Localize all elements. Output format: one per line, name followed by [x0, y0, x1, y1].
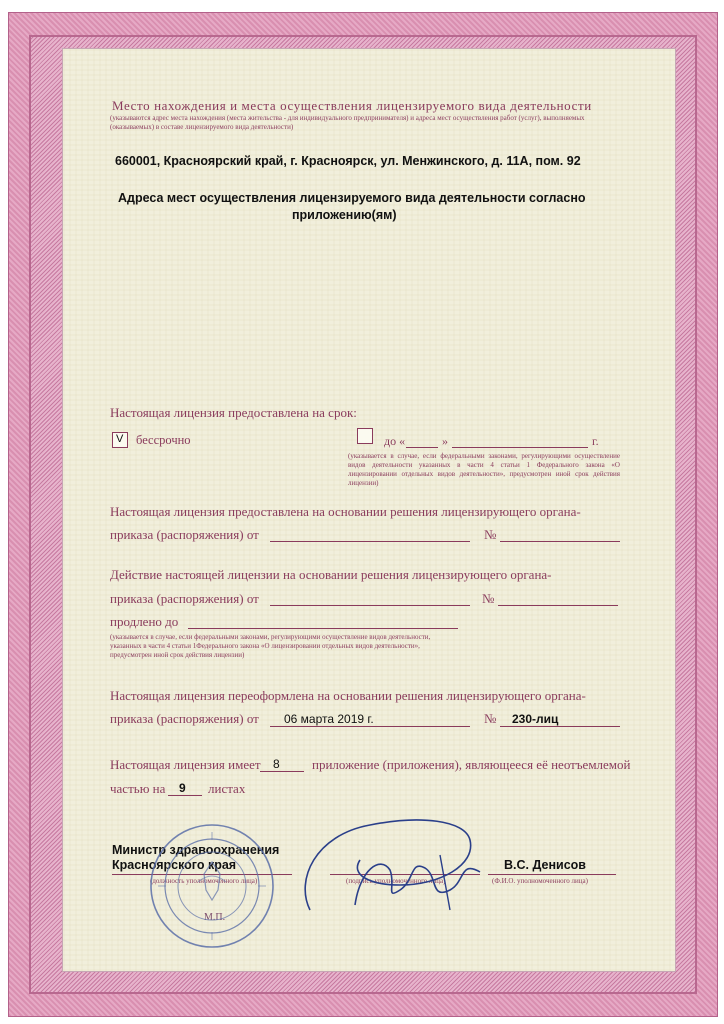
- basis-line1: Настоящая лицензия предоставлена на основании решения лицензирующего органа-: [110, 504, 581, 519]
- extension-line2: приказа (распоряжения) от: [110, 591, 259, 606]
- attachments-count: 8: [273, 757, 280, 771]
- attachments-sheets-line: [168, 795, 202, 796]
- term-note: (указывается в случае, если федеральными законами, регулирующими осуществление видов деятельности указанных в части 4 статьи 1 Федерального закона «О лицензировании отдельных видов деятельности», предусмотрен иной срок действия лицензии): [348, 452, 620, 487]
- reissue-date: 06 марта 2019 г.: [284, 712, 374, 726]
- signer-name: В.С. Денисов: [504, 858, 586, 872]
- handwritten-signature-icon: [290, 790, 520, 940]
- unlimited-label: бессрочно: [136, 433, 191, 447]
- attachments-sheets: 9: [179, 781, 186, 795]
- until-day-line: [406, 447, 438, 448]
- reissue-line2: приказа (распоряжения) от: [110, 711, 259, 726]
- signature-note: (подпись уполномоченного лица): [346, 877, 446, 885]
- extension-date-line: [270, 605, 470, 606]
- reissue-date-line: [270, 726, 470, 727]
- attachments-prefix: Настоящая лицензия имеет: [110, 757, 261, 772]
- basis-line2: приказа (распоряжения) от: [110, 527, 259, 542]
- until-prefix: до «: [384, 434, 406, 448]
- until-suffix: г.: [592, 434, 599, 448]
- until-mid: »: [442, 434, 448, 448]
- official-stamp-icon: [148, 822, 276, 950]
- reissue-number: 230-лиц: [512, 712, 559, 726]
- until-checkbox: [357, 428, 373, 444]
- term-label: Настоящая лицензия предоставлена на срок:: [110, 405, 357, 420]
- seal-place-label: М.П.: [204, 912, 226, 923]
- extended-until-line: [188, 628, 458, 629]
- attachments-line2-suffix: листах: [208, 781, 246, 796]
- addresses-heading-line2: приложению(ям): [292, 208, 397, 222]
- signer-position-line2: Красноярского края: [112, 858, 237, 872]
- attachments-middle: приложение (приложения), являющееся её неотъемлемой: [312, 757, 631, 772]
- until-month-line: [452, 447, 588, 448]
- attachments-line2-prefix: частью на: [110, 781, 166, 796]
- addresses-heading-line1: Адреса мест осуществления лицензируемого вида деятельности согласно: [118, 191, 586, 205]
- signer-position-line1: Министр здравоохранения: [112, 843, 280, 857]
- header-title: Место нахождения и места осуществления лицензируемого вида деятельности: [112, 98, 592, 113]
- header-note: (указываются адрес места нахождения (места жительства - для индивидуального предпринимателя) и адреса мест осуществления работ (услуг), выполняемых (оказываемых) в составе лицензируемого вида деятельности): [110, 114, 585, 131]
- signer-name-note: (Ф.И.О. уполномоченного лица): [492, 877, 588, 885]
- reissue-number-sign: №: [484, 711, 497, 726]
- reissue-line1: Настоящая лицензия переоформлена на основании решения лицензирующего органа-: [110, 688, 586, 703]
- attachments-count-line: [260, 771, 304, 772]
- extension-number-sign: №: [482, 591, 495, 606]
- checkbox-mark: V: [116, 433, 124, 445]
- extended-until: продлено до: [110, 614, 179, 629]
- extension-note: (указывается в случае, если федеральными законами, регулирующими осуществление видов деятельности, указанных в части 4 статьи 1Федерального закона «О лицензировании отдельных видов деятельности», предусмотрен иной срок действия лицензии): [110, 633, 431, 659]
- signer-position-note: (должность уполномоченного лица): [150, 877, 258, 885]
- basis-number-sign: №: [484, 527, 497, 542]
- extension-line1: Действие настоящей лицензии на основании решения лицензирующего органа-: [110, 567, 552, 582]
- extension-number-line: [498, 605, 618, 606]
- reissue-number-line: [500, 726, 620, 727]
- basis-date-line: [270, 541, 470, 542]
- license-address: 660001, Красноярский край, г. Красноярск, ул. Менжинского, д. 11А, пом. 92: [115, 154, 581, 168]
- basis-number-line: [500, 541, 620, 542]
